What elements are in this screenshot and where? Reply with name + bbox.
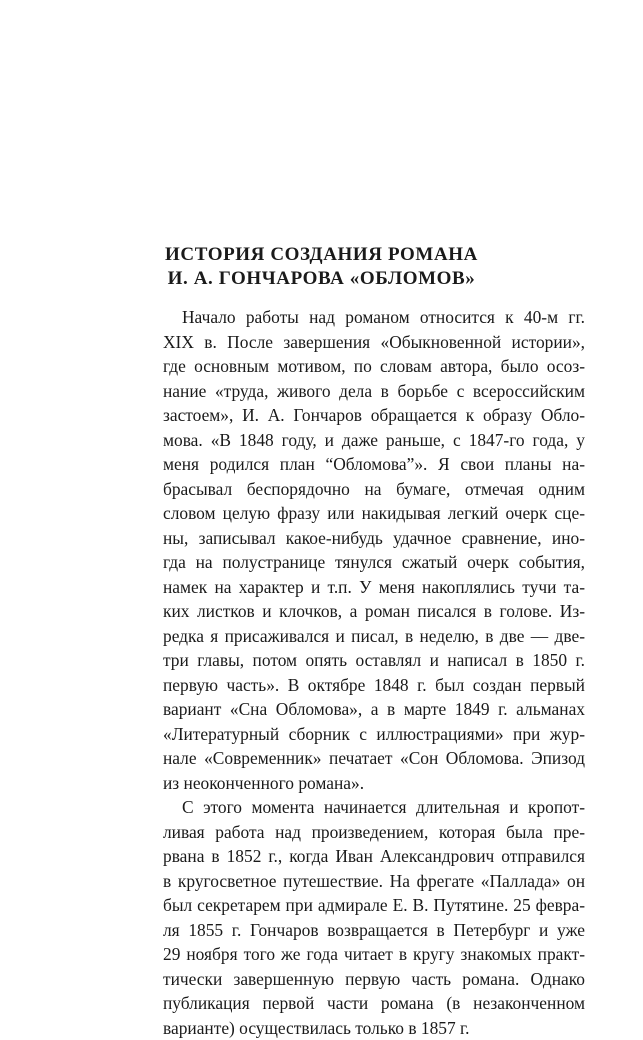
text-line: три главы, потом опять оставлял и написал в 1850 г.	[163, 648, 585, 673]
text-line: застоем», И. А. Гончаров обращается к образу Обло-	[163, 403, 585, 428]
text-line: ливая работа над произведением, которая была пре-	[163, 820, 585, 845]
text-line: публикация первой части романа (в незаконченном	[163, 991, 585, 1016]
text-line: из неоконченного романа».	[163, 771, 585, 796]
paragraph	[163, 305, 585, 795]
text-line: мова. «В 1848 году, и даже раньше, с 1847-го года, у	[163, 428, 585, 453]
text-line: Начало работы над романом относится к 40-м гг.	[163, 305, 585, 330]
chapter-body	[163, 305, 585, 1040]
text-line: ля 1855 г. Гончаров возвращается в Петербург и уже	[163, 918, 585, 943]
text-line: словом целую фразу или накидывая легкий очерк сце-	[163, 501, 585, 526]
text-line: тически завершенную первую часть романа. Однако	[163, 967, 585, 992]
text-line: С этого момента начинается длительная и кропот-	[163, 795, 585, 820]
chapter-title-line-2: И. А. ГОНЧАРОВА «ОБЛОМОВ»	[0, 267, 643, 291]
chapter-title	[0, 243, 643, 291]
text-line: нале «Современник» печатает «Сон Обломова. Эпизод	[163, 746, 585, 771]
text-line: XIX в. После завершения «Обыкновенной истории»,	[163, 330, 585, 355]
chapter-title-line-1: ИСТОРИЯ СОЗДАНИЯ РОМАНА	[0, 243, 643, 267]
text-line: редка я присаживался и писал, в неделю, в две — две-	[163, 624, 585, 649]
paragraph	[163, 795, 585, 1040]
text-line: рвана в 1852 г., когда Иван Александрович отправился	[163, 844, 585, 869]
text-line: 29 ноября того же года читает в кругу знакомых практ-	[163, 942, 585, 967]
text-line: ны, записывал какое-нибудь удачное сравнение, ино-	[163, 526, 585, 551]
text-line: варианте) осуществилась только в 1857 г.	[163, 1016, 585, 1040]
text-line: где основным мотивом, по словам автора, было осоз-	[163, 354, 585, 379]
text-line: ких листков и клочков, а роман писался в голове. Из-	[163, 599, 585, 624]
text-line: брасывал беспорядочно на бумаге, отмечая одним	[163, 477, 585, 502]
text-line: в кругосветное путешествие. На фрегате «Паллада» он	[163, 869, 585, 894]
text-line: намек на характер и т.п. У меня накоплялись тучи та-	[163, 575, 585, 600]
text-line: вариант «Сна Обломова», а в марте 1849 г. альманах	[163, 697, 585, 722]
text-line: первую часть». В октябре 1848 г. был создан первый	[163, 673, 585, 698]
text-line: гда на полустранице тянулся сжатый очерк события,	[163, 550, 585, 575]
text-line: меня родился план “Обломова”». Я свои планы на-	[163, 452, 585, 477]
text-line: был секретарем при адмирале Е. В. Путятине. 25 февра-	[163, 893, 585, 918]
text-line: нание «труда, живого дела в борьбе с всероссийским	[163, 379, 585, 404]
text-line: «Литературный сборник с иллюстрациями» при жур-	[163, 722, 585, 747]
